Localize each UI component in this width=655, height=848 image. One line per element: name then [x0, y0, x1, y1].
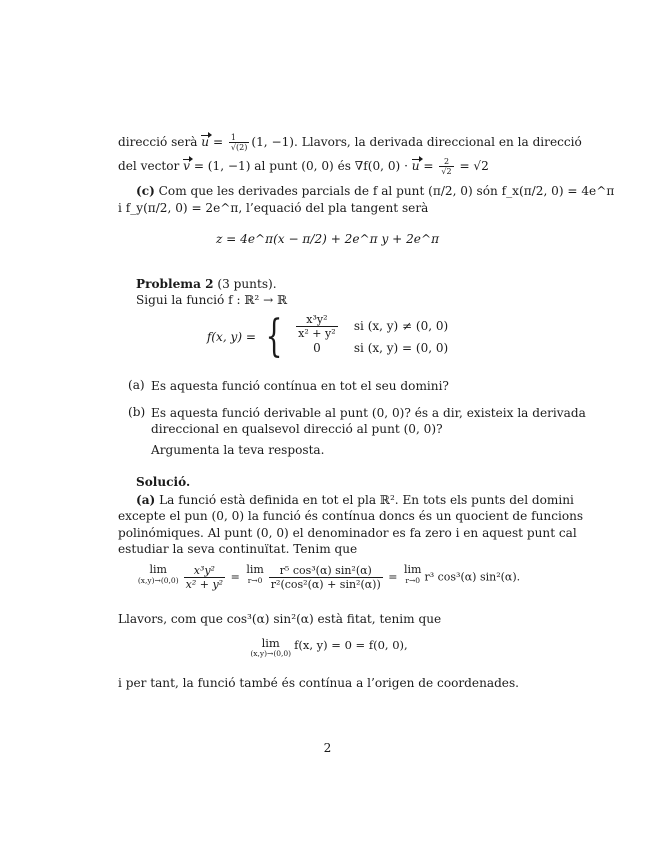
page-number-text: 2: [323, 741, 332, 755]
lim-sub: (x,y)→(0,0): [137, 576, 179, 585]
limit: [138, 564, 179, 586]
condition: si (x, y) = (0, 0): [353, 341, 449, 355]
text-line: [151, 442, 569, 458]
text: Llavors, com que cos³(α) sin²(α) està fitat, tenim que: [118, 612, 442, 626]
numerator: x³y²: [296, 313, 337, 327]
vector-u: u: [411, 159, 420, 173]
case-row: [288, 312, 449, 340]
numerator: 1: [229, 133, 249, 143]
text-line: [118, 157, 536, 176]
text-line: [118, 541, 536, 557]
fraction: [229, 133, 249, 152]
text: Sigui la funció f : ℝ² → ℝ: [136, 293, 288, 307]
condition: si (x, y) ≠ (0, 0): [353, 319, 449, 333]
piecewise-function: [0, 311, 655, 367]
cases: [288, 312, 449, 359]
part-label: (c): [136, 184, 155, 198]
lim-sub: r→0: [405, 576, 421, 585]
item-text: [151, 405, 586, 421]
text-line: [118, 611, 536, 627]
limit-equation-2: [0, 637, 655, 659]
expression: r³ cos³(α) sin²(α).: [424, 570, 521, 584]
fraction: [439, 157, 453, 176]
fraction: [184, 564, 225, 591]
text: Es aquesta funció contínua en tot el seu domini?: [151, 379, 449, 393]
problem-points: (3 punts).: [213, 277, 277, 291]
text: Com que les derivades parcials de f al punt (π/2, 0) són f_x(π/2, 0) = 4e^π: [154, 184, 615, 198]
text: excepte el pun (0, 0) la funció és contínua doncs és un quocient de funcions: [118, 509, 584, 523]
limit: [404, 564, 421, 586]
text: direcció serà: [118, 135, 202, 149]
equals: =: [209, 135, 227, 149]
lim-text: lim: [261, 636, 280, 650]
lim-text: lim: [149, 563, 167, 576]
lim-sub: (x,y)→(0,0): [250, 649, 292, 658]
numerator: x³y²: [184, 564, 225, 578]
limit-equation: [0, 564, 655, 591]
text-line: [118, 508, 584, 524]
fraction: [296, 313, 337, 340]
solution-title: Solució.: [136, 475, 191, 489]
text-line: [118, 133, 582, 152]
item-label: (a): [128, 378, 145, 392]
text: (1, −1). Llavors, la derivada direccional en la direcció: [251, 135, 582, 149]
denominator: √2: [441, 167, 452, 176]
vector-v: v: [183, 159, 190, 173]
problem-title: Problema 2: [136, 277, 214, 291]
text-line: [136, 183, 615, 199]
equation-text: z = 4e^π(x − π/2) + 2e^π y + 2e^π: [215, 232, 440, 246]
denominator: x² + y²: [298, 326, 336, 340]
item-label: (b): [128, 405, 146, 419]
solution-heading: [136, 474, 554, 490]
fraction: [269, 564, 383, 591]
numerator: r⁵ cos³(α) sin²(α): [269, 564, 383, 578]
lim-sub: r→0: [247, 576, 263, 585]
text: = √2: [455, 159, 489, 173]
case-row: [288, 337, 448, 359]
page-number: [0, 740, 655, 756]
text: i per tant, la funció també és contínua a l’origen de coordenades.: [118, 676, 520, 690]
equals: =: [384, 570, 401, 584]
lim-text: lim: [403, 563, 422, 576]
text-line: [118, 675, 536, 691]
item-text: [151, 421, 569, 437]
text-line: [136, 492, 574, 508]
equation-tangent-plane: [0, 231, 655, 247]
numerator: 2: [439, 157, 453, 167]
function-label: f(x, y) =: [206, 330, 260, 344]
limit: [250, 637, 291, 659]
text: del vector: [118, 159, 184, 173]
text: La funció està definida en tot el pla ℝ². En tots els punts del domini: [155, 493, 574, 507]
item-text: [151, 378, 569, 394]
part-label: (a): [136, 493, 156, 507]
limit: [246, 564, 263, 586]
text: i f_y(π/2, 0) = 2e^π, l’equació del pla tangent serà: [118, 201, 429, 215]
denominator: r²(cos²(α) + sin²(α)): [270, 578, 381, 591]
vector-u: u: [201, 135, 210, 149]
brace: {: [265, 311, 283, 362]
text: polinómiques. Al punt (0, 0) el denominador es fa zero i en aquest punt cal: [118, 526, 577, 540]
text: = (1, −1) al punt (0, 0) és ∇f(0, 0) ·: [189, 159, 412, 173]
lim-text: lim: [246, 563, 264, 576]
denominator: √(2): [230, 143, 248, 152]
equals: =: [419, 159, 438, 173]
text: estudiar la seva continuïtat. Tenim que: [118, 542, 358, 556]
problem-heading: [136, 276, 554, 292]
text-line: [118, 525, 577, 541]
text: direccional en qualsevol direcció al punt (0, 0)?: [151, 422, 443, 436]
expression: f(x, y) = 0 = f(0, 0),: [294, 638, 408, 652]
value: 0: [313, 341, 321, 355]
text: Argumenta la teva resposta.: [151, 443, 325, 457]
equals: =: [227, 570, 244, 584]
text-line: [136, 292, 554, 308]
text: Es aquesta funció derivable al punt (0, 0)? és a dir, existeix la derivada: [151, 406, 586, 420]
denominator: x² + y²: [185, 578, 224, 591]
text-line: [118, 200, 536, 216]
